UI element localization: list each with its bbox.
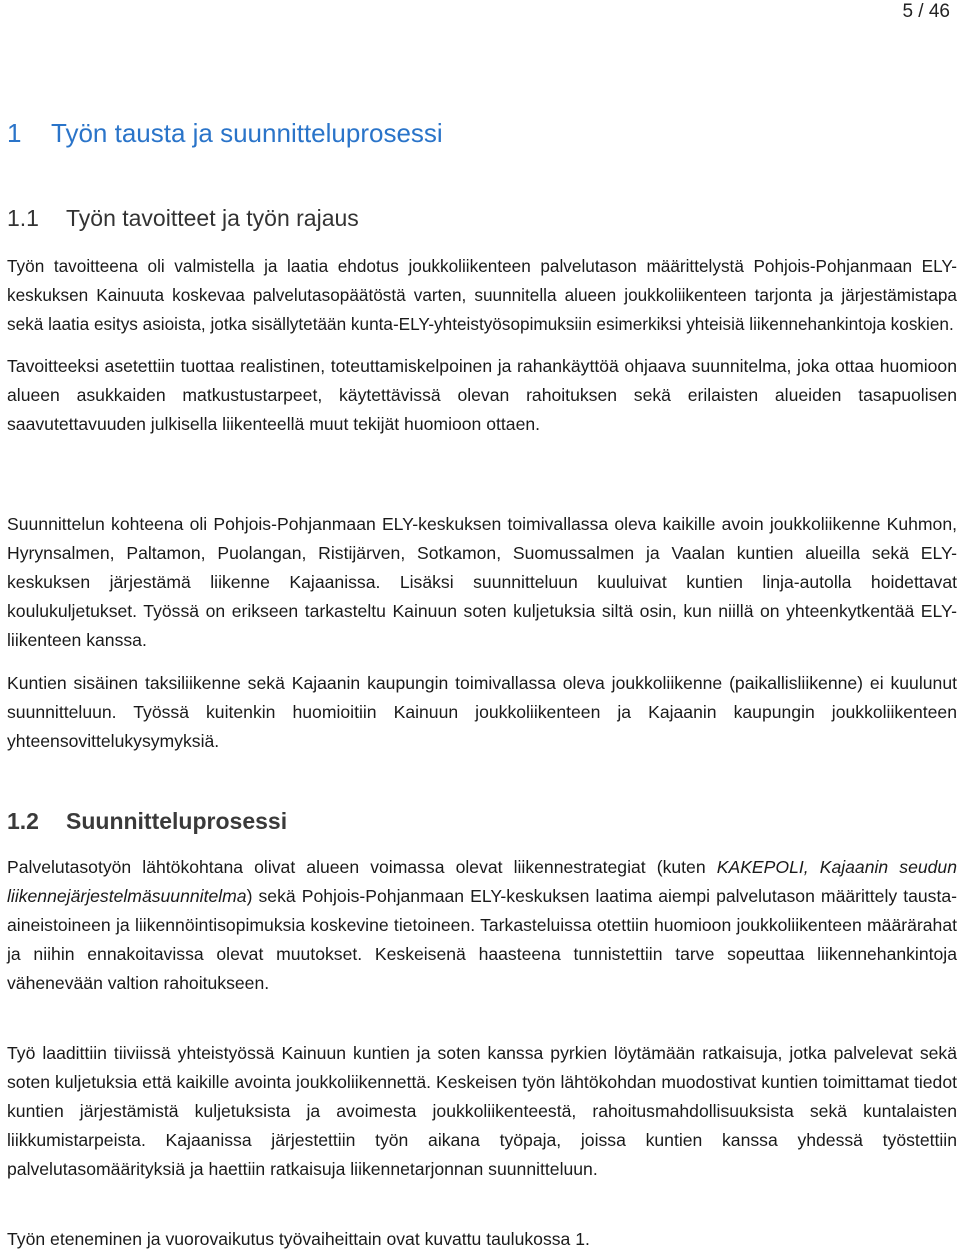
section-number: 1.2	[7, 808, 39, 834]
paragraph: Suunnittelun kohteena oli Pohjois-Pohjanmaan ELY-keskuksen toimivallassa oleva kaikille avoin joukkoliikenne Kuhmon, Hyrynsalmen, Paltamon, Puolangan, Ristijärven, Sotkamon, Suomussalmen ja Vaalan kuntien alueilla sekä ELY-keskuksen järjestämä liikenne Kajaanissa. Lisäksi suunnitteluun kuuluivat kuntien linja-autolla hoidettavat koulukuljetukset. Työssä on erikseen tarkasteltu Kainuun soten kuljetuksia siltä osin, kun niillä on yhteenkytkentää ELY-liikenteen kanssa.	[7, 514, 957, 650]
chapter-title: Työn tausta ja suunnitteluprosessi	[51, 118, 443, 148]
section-title: Suunnitteluprosessi	[66, 808, 288, 834]
section-title: Työn tavoitteet ja työn rajaus	[66, 205, 359, 231]
paragraph-text: ) sekä Pohjois-Pohjanmaan ELY-keskuksen laatima aiempi palvelutason määrittely tausta-aineistoineen ja liikennöintisopimuksia koskevine tietoineen. Tarkasteluissa otettiin huomioon joukkoliikenteen määrärahat ja niihin ennakoitavissa olevat muutokset. Keskeisenä haasteena tunnistettiin tarve sopeuttaa liikennehankintoja vähenevään valtion rahoitukseen.	[7, 886, 957, 993]
chapter-number: 1	[7, 118, 22, 148]
page-number: 5 / 46	[902, 1, 950, 22]
section-heading-1-2	[7, 808, 287, 835]
section-heading-1-1	[7, 205, 359, 232]
paragraph: Työn eteneminen ja vuorovaikutus työvaiheittain ovat kuvattu taulukossa 1.	[7, 1229, 590, 1249]
section-number: 1.1	[7, 205, 39, 231]
strategy-names: KAKEPOLI, Kajaanin seudun liikennejärjestelmäsuunnitelma	[7, 857, 957, 906]
chapter-heading	[7, 118, 443, 149]
paragraph: Tavoitteeksi asetettiin tuottaa realistinen, toteuttamiskelpoinen ja rahankäyttöä ohjaava suunnitelma, joka ottaa huomioon alueen asukkaiden matkustustarpeet, käytettävissä olevan rahoituksen sekä erilaisten alueiden tasapuolisen saavutettavuuden julkisella liikenteellä muut tekijät huomioon ottaen.	[7, 356, 957, 434]
paragraph: Työ laadittiin tiiviissä yhteistyössä Kainuun kuntien ja soten kanssa pyrkien löytämään ratkaisuja, jotka palvelevat sekä soten kuljetuksia että kaikille avointa joukkoliikennettä. Keskeisen työn lähtökohdan muodostivat kuntien toimittamat tiedot kuntien järjestämistä kuljetuksista ja avoimesta joukkoliikenteestä, rahoitusmahdollisuuksista sekä kuntalaisten liikkumistarpeista. Kajaanissa järjestettiin työn aikana työpaja, joissa kuntien kanssa yhdessä työstettiin palvelutasomäärityksiä ja haettiin ratkaisuja liikennetarjonnan suunnitteluun.	[7, 1043, 957, 1179]
paragraph: Työn tavoitteena oli valmistella ja laatia ehdotus joukkoliikenteen palvelutason määrittelystä Pohjois-Pohjanmaan ELY-keskuksen Kainuuta koskevaa palvelutasopäätöstä varten, suunnitella alueen joukkoliikenteen tarjonta ja järjestämistapa sekä laatia esitys asioista, jotka sisällytetään kunta-ELY-yhteistyösopimuksiin esimerkiksi yhteisiä liikennehankintoja koskien.	[7, 256, 957, 334]
paragraph	[7, 853, 957, 998]
paragraph-text: Palvelutasotyön lähtökohtana olivat alueen voimassa olevat liikennestrategiat (kuten	[7, 857, 717, 877]
paragraph: Kuntien sisäinen taksiliikenne sekä Kajaanin kaupungin toimivallassa oleva joukkoliikenne (paikallisliikenne) ei kuulunut suunnitteluun. Työssä kuitenkin huomioitiin Kainuun joukkoliikenteen ja Kajaanin kaupungin joukkoliikenteen yhteensovittelukysymyksiä.	[7, 673, 957, 751]
